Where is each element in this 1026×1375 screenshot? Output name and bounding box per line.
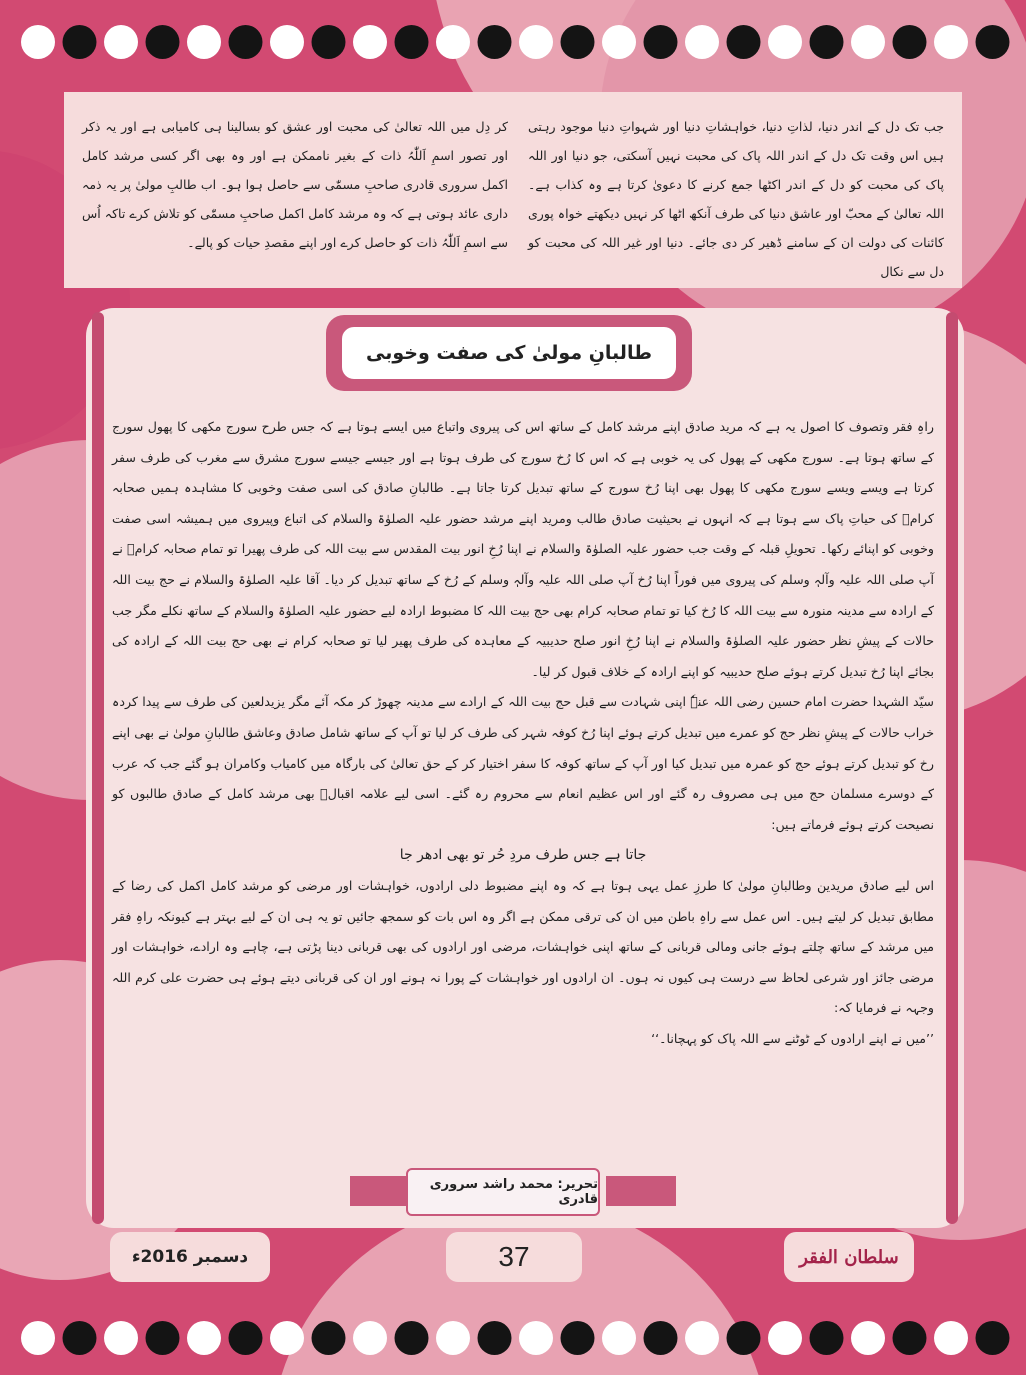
decorative-dot: [21, 25, 55, 59]
footer-date-box: [110, 1232, 270, 1282]
decorative-dot: [561, 25, 595, 59]
decorative-dot: [187, 1321, 221, 1355]
footer-page-box: [446, 1232, 582, 1282]
decorative-dot: [602, 1321, 636, 1355]
decorative-dot: [519, 25, 553, 59]
hazrat-ali-quote: ’’میں نے اپنے ارادوں کے ٹوٹنے سے اللہ پاک کو پہچانا۔‘‘: [651, 1030, 934, 1046]
decorative-dot: [187, 25, 221, 59]
author-name: تحریر: محمد راشد سروری قادری: [429, 1177, 598, 1207]
magazine-logo: سلطان الفقر: [799, 1246, 899, 1268]
decorative-dot: [478, 1321, 512, 1355]
decorative-dot: [893, 25, 927, 59]
decorative-dot: [685, 25, 719, 59]
footer-logo-box: [784, 1232, 914, 1282]
decorative-dot: [270, 25, 304, 59]
decorative-dot: [602, 25, 636, 59]
decorative-dot: [104, 1321, 138, 1355]
decorative-dot: [976, 1321, 1010, 1355]
decorative-dot: [934, 25, 968, 59]
decorative-dot: [685, 1321, 719, 1355]
decorative-dot: [270, 1321, 304, 1355]
decorative-dot: [561, 1321, 595, 1355]
decorative-dot: [395, 25, 429, 59]
title-frame-inner: [340, 325, 678, 381]
poetry-verse: جاتا ہے جس طرف مردِ حُر تو بھی ادھر جا: [399, 847, 647, 864]
article-right-border: [946, 312, 958, 1224]
bottom-dot-border: [0, 1318, 1026, 1358]
decorative-dot: [644, 1321, 678, 1355]
decorative-dot: [63, 1321, 97, 1355]
decorative-dot: [353, 1321, 387, 1355]
decorative-dot: [768, 25, 802, 59]
decorative-dot: [436, 1321, 470, 1355]
decorative-dot: [934, 1321, 968, 1355]
decorative-dot: [851, 25, 885, 59]
article-body: [112, 412, 934, 1054]
decorative-dot: [312, 25, 346, 59]
decorative-dot: [146, 25, 180, 59]
decorative-dot: [976, 25, 1010, 59]
decorative-dot: [395, 1321, 429, 1355]
author-credit: [406, 1168, 600, 1216]
decorative-dot: [63, 25, 97, 59]
article-paragraph-1: راہِ فقر وتصوف کا اصول یہ ہے کہ مرید صادق اپنے مرشد کامل کے ساتھ اس کی پیروی واتباع میں ایسے ہوتا ہے کہ جس طرح سورج مکھی کا پھول سورج کے ساتھ ہوتا ہے۔ سورج مکھی کے پھول کی یہ خوبی ہے کہ اس کا رُخ سورج کی طرف ہوتا ہے اور جیسے جیسے سورج مشرق سے مغرب کی طرف سفر کرتا ہے ویسے ویسے سورج مکھی کا پھول بھی اپنا رُخ سورج کے ساتھ تبدیل کرتا جاتا ہے۔ طالبانِ صادق کی اسی صفت وخوبی کا مشاہدہ ہمیں صحابہ کرامؓ کی حیاتِ پاک سے ہوتا ہے کہ انہوں نے بحیثیت صادق طالب ومرید اپنے مرشد حضور علیہ الصلوٰۃ والسلام کی اتباع وپیروی میں ہمیشہ اسی صفت وخوبی کو اپنائے رکھا۔ تحویلِ قبلہ کے وقت جب حضور علیہ الصلوٰۃ والسلام نے اپنا رُخِ انور بیت المقدس سے بیت اللہ کی طرف پھیرا تو تمام صحابہ کرامؓ نے آپ صلی اللہ علیہ وآلہٖ وسلم کی پیروی میں فوراً اپنا رُخ آپ صلی اللہ علیہ وآلہٖ وسلم کے رُخ کے ساتھ تبدیل کر دیا۔ آقا علیہ الصلوٰۃ والسلام نے حج بیت اللہ کے ارادہ سے مدینہ منورہ سے بیت اللہ کا رُخ کیا تو تمام صحابہ کرام بھی حج بیت اللہ کا مضبوط ارادہ لیے حضور علیہ الصلوٰۃ والسلام کے ساتھ نکلے مگر جب حالات کے پیشِ نظر حضور علیہ الصلوٰۃ والسلام نے اپنا رُخِ انور صلح حدیبیہ کے معاہدہ کی طرف پھیر لیا تو صحابہ کرام نے بھی حج بیت اللہ کے ارادہ کی بجائے اپنا رُخ تبدیل کرتے ہوئے صلح حدیبیہ کو اپنے ارادہ کے خلاف قبول کر لیا۔: [112, 419, 934, 679]
article-paragraph-2: سیّد الشہدا حضرت امام حسین رضی اللہ عنہٗ اپنی شہادت سے قبل حج بیت اللہ کے ارادے سے مدینہ چھوڑ کر مکہ آئے مگر یزیدلعین کی طرف سے پیدا کردہ خراب حالات کے پیشِ نظر حج کو عمرے میں تبدیل کرتے ہوئے اپنا رُخ کوفہ شہر کی طرف کر لیا تو آپ کے ساتھ شامل صادق وعاشق طالبانِ مولیٰ نے بھی اپنے رخ کو تبدیل کرتے ہوئے حج کو عمرہ میں تبدیل کیا اور آپ کے ساتھ کوفہ کا سفر اختیار کر کے حق تعالیٰ کی بارگاہ میں کامیاب وکامران ہو گئے جب کہ عرب کے دوسرے مسلمان حج میں ہی مصروف رہ گئے اور اس عظیم انعام سے محروم رہ گئے۔ اسی لیے علامہ اقبالؒ بھی مرشد کامل کے صادق طالبوں کو نصیحت کرتے ہوئے فرماتے ہیں:: [112, 694, 934, 832]
decorative-dot: [436, 25, 470, 59]
issue-date: دسمبر 2016ء: [131, 1247, 249, 1267]
article-left-border: [92, 312, 104, 1224]
intro-right-text: جب تک دل کے اندر دنیا، لذاتِ دنیا، خواہشاتِ دنیا اور شہواتِ دنیا موجود رہتی ہیں اس وقت تک دل کے اندر اللہ پاک کی محبت نہیں آسکتی، جو دنیا اور اللہ پاک کی محبت کو دل کے اندر اکٹھا جمع کرنے کا دعویٰ کرتا ہے وہ کذاب ہے۔ اللہ تعالیٰ کے محبّ اور عاشق دنیا کی طرف آنکھ اٹھا کر نہیں دیکھتے خواہ پوری کائنات کی دولت ان کے سامنے ڈھیر کر دی جائے۔ دنیا اور غیر اللہ کی محبت کو دل سے نکال: [528, 119, 944, 279]
decorative-dot: [768, 1321, 802, 1355]
decorative-dot: [104, 25, 138, 59]
decorative-dot: [229, 25, 263, 59]
author-wing-right: [606, 1176, 676, 1206]
decorative-dot: [727, 1321, 761, 1355]
decorative-dot: [644, 25, 678, 59]
decorative-dot: [146, 1321, 180, 1355]
article-paragraph-3: اس لیے صادق مریدین وطالبانِ مولیٰ کا طرزِ عمل یہی ہوتا ہے کہ وہ اپنے مضبوط دلی ارادوں، خواہشات اور مرضی کو مرشد کامل اکمل کی رضا کے مطابق تبدیل کر لیتے ہیں۔ اس عمل سے راہِ باطن میں ان کی ترقی ممکن ہے اگر وہ اس بات کو سمجھ جائیں تو یہ ہی ان کے لیے بہتر ہے کیونکہ راہِ فقر میں مرشد کے ساتھ چلتے ہوئے جانی ومالی قربانی کے ساتھ اپنی خواہشات، مرضی اور ارادوں کی بھی قربانی دینا پڑتی ہے، چاہے وہ ارادے، خواہشات اور مرضی جائز اور شرعی لحاظ سے درست ہی کیوں نہ ہوں۔ ان ارادوں اور خواہشات کے پورا نہ ہونے اور ان کی قربانی دیتے ہوئے ہی حضرت علی کرم اللہ وجہہ نے فرمایا کہ:: [112, 877, 934, 1016]
decorative-dot: [353, 25, 387, 59]
article-title-frame: [326, 315, 692, 391]
intro-left-text: کر دِل میں اللہ تعالیٰ کی محبت اور عشق کو بسالینا ہی کامیابی ہے اور یہ ذکر اور تصور اسمِ اَللّٰہُ ذات کے بغیر ناممکن ہے اور وہ بھی اگر کسی مرشد کامل اکمل سروری قادری صاحبِ مسمّٰی سے حاصل ہوا ہو۔ اب طالبِ مولیٰ پر یہ ذمہ داری عائد ہوتی ہے کہ وہ مرشد کامل اکمل صاحبِ مسمّٰی کو تلاش کرے تاکہ اُس سے اسمِ اَللّٰہُ ذات کو حاصل کرے اور اپنے مقصدِ حیات کو پالے۔: [82, 119, 508, 250]
article-title: طالبانِ مولیٰ کی صفت وخوبی: [366, 342, 652, 364]
decorative-dot: [851, 1321, 885, 1355]
decorative-dot: [21, 1321, 55, 1355]
decorative-dot: [810, 1321, 844, 1355]
decorative-dot: [810, 25, 844, 59]
decorative-dot: [312, 1321, 346, 1355]
page-number: 37: [498, 1241, 530, 1272]
top-dot-border: [0, 22, 1026, 62]
decorative-dot: [727, 25, 761, 59]
decorative-dot: [478, 25, 512, 59]
intro-right-column: [528, 112, 944, 286]
decorative-dot: [893, 1321, 927, 1355]
intro-left-column: [82, 112, 508, 257]
decorative-dot: [229, 1321, 263, 1355]
decorative-dot: [519, 1321, 553, 1355]
